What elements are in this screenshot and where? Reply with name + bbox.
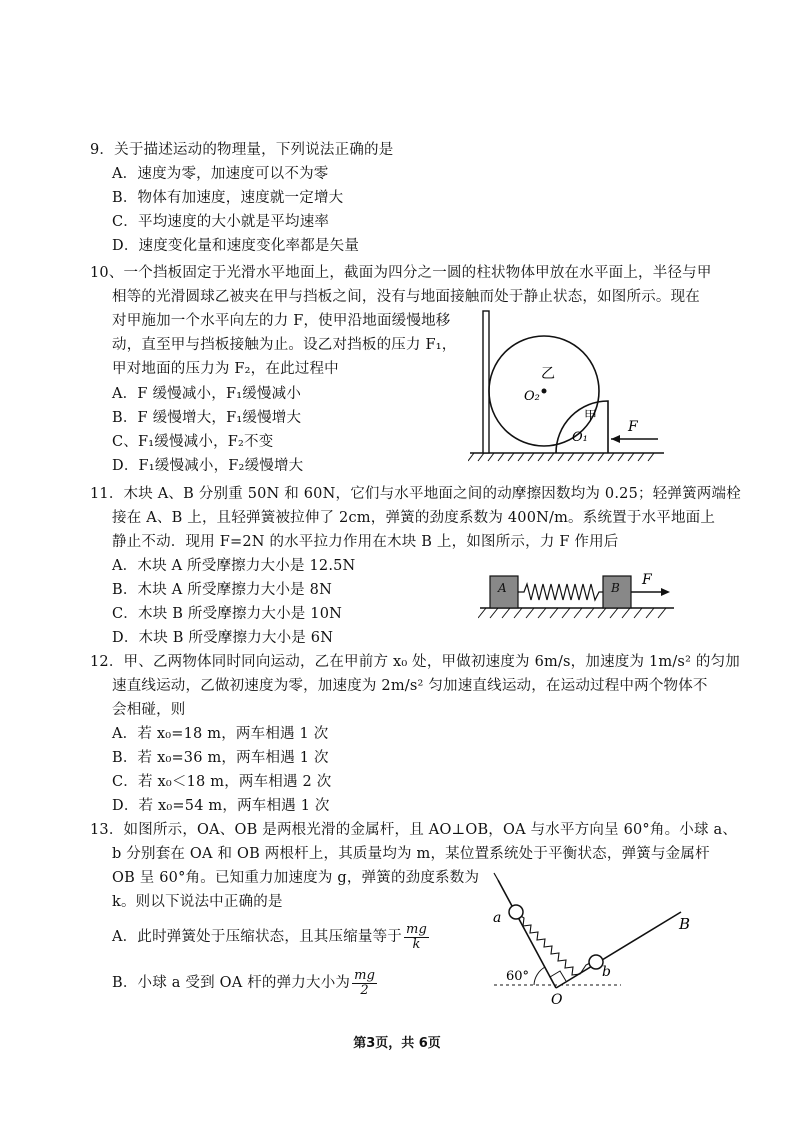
fraction-denominator: 2	[360, 982, 369, 998]
q13-option-a-text: A．此时弹簧处于压缩状态，且其压缩量等于	[112, 929, 402, 945]
q12-stem-line-2: 速直线运动，乙做初速度为零，加速度为 2m/s² 匀加速直线运动，在运动过程中两个物体不	[112, 678, 708, 694]
q12-option-d: D．若 x₀=54 m，两车相遇 1 次	[112, 798, 330, 814]
q10-figure	[468, 305, 668, 463]
q13-option-b-fraction	[352, 969, 377, 998]
q13-option-b-text: B．小球 a 受到 OA 杆的弹力大小为	[112, 975, 351, 991]
q10-option-d: D．F₁缓慢减小，F₂缓慢增大	[112, 458, 304, 474]
q9-option-b: B．物体有加速度，速度就一定增大	[112, 190, 344, 206]
angle-label: 60°	[506, 969, 530, 984]
q12-option-a: A．若 x₀=18 m，两车相遇 1 次	[112, 726, 329, 742]
q9-option-d: D．速度变化量和速度变化率都是矢量	[112, 238, 360, 254]
spring-ab	[518, 914, 592, 975]
q10-stem-line-4: 动，直至甲与挡板接触为止。设乙对挡板的压力 F₁，	[112, 337, 457, 353]
block-a-label: A	[498, 581, 507, 595]
q12-option-b: B．若 x₀=36 m，两车相遇 1 次	[112, 750, 329, 766]
q10-option-b: B．F 缓慢增大，F₁缓慢增大	[112, 410, 302, 426]
q13-stem-line-3: OB 呈 60°角。已知重力加速度为 g，弹簧的劲度系数为	[112, 870, 480, 886]
q10-stem-line-1: 10、一个挡板固定于光滑水平地面上，截面为四分之一圆的柱状物体甲放在水平面上，半径与甲	[90, 265, 712, 281]
q9-option-c: C．平均速度的大小就是平均速率	[112, 214, 330, 230]
q12-option-c: C．若 x₀＜18 m，两车相遇 2 次	[112, 774, 332, 790]
q11-option-c: C．木块 B 所受摩擦力大小是 10N	[112, 606, 343, 622]
q11-option-d: D．木块 B 所受摩擦力大小是 6N	[112, 630, 334, 646]
page-footer: 第3页，共 6页	[353, 1036, 441, 1051]
ball-label: 乙	[541, 366, 555, 382]
q11-stem-line-3: 静止不动．现用 F=2N 的水平拉力作用在木块 B 上，如图所示，力 F 作用后	[112, 534, 619, 550]
ball-b	[589, 955, 603, 969]
block-b-label: B	[611, 581, 620, 595]
ball-b-label: b	[602, 964, 611, 980]
q13-stem-line-4: k。则以下说法中正确的是	[112, 894, 283, 910]
block-jia	[556, 401, 608, 453]
point-o-label: O	[551, 992, 563, 1008]
q9-stem: 9．关于描述运动的物理量，下列说法正确的是	[90, 142, 394, 158]
q13-stem-line-1: 13．如图所示，OA、OB 是两根光滑的金属杆，且 AO⊥OB，OA 与水平方向呈 60°角。小球 a、	[90, 822, 738, 838]
q9-option-a: A．速度为零，加速度可以不为零	[112, 166, 329, 182]
force-f-label: F	[642, 572, 652, 588]
q11-figure	[478, 566, 678, 624]
q13-figure	[476, 870, 706, 1010]
ball-a	[509, 905, 523, 919]
force-label: F	[628, 419, 638, 435]
q10-stem-line-3: 对甲施加一个水平向左的力 F，使甲沿地面缓慢地移	[112, 313, 451, 329]
ball-a-label: a	[493, 910, 502, 926]
fraction-numerator: mg	[405, 921, 428, 937]
spring	[518, 584, 603, 600]
q13-option-a	[112, 922, 429, 952]
q10-stem-line-2: 相等的光滑圆球乙被夹在甲与挡板之间，没有与地面接触而处于静止状态，如图所示。现在	[112, 289, 700, 305]
q10-stem-line-5: 甲对地面的压力为 F₂，在此过程中	[112, 361, 339, 377]
q13-option-b	[112, 968, 377, 998]
fraction-numerator: mg	[354, 967, 376, 983]
q11-option-a: A．木块 A 所受摩擦力大小是 12.5N	[112, 558, 356, 574]
q13-stem-line-2: b 分别套在 OA 和 OB 两根杆上，其质量均为 m，某位置系统处于平衡状态，弹簧与金属杆	[112, 846, 710, 862]
point-b-label: B	[679, 915, 691, 933]
q10-option-a: A．F 缓慢减小，F₁缓慢减小	[112, 386, 302, 402]
q11-stem-line-1: 11．木块 A、B 分别重 50N 和 60N，它们与水平地面之间的动摩擦因数均为 0.25；轻弹簧两端栓	[90, 486, 741, 502]
q12-stem-line-3: 会相碰，则	[112, 702, 186, 718]
rod-ob	[556, 912, 681, 988]
q12-stem-line-1: 12．甲、乙两物体同时同向运动，乙在甲前方 x₀ 处，甲做初速度为 6m/s，加速度为 1m/s² 的匀加	[90, 654, 740, 670]
q11-option-b: B．木块 A 所受摩擦力大小是 8N	[112, 582, 332, 598]
block-center-label: O₁	[572, 430, 588, 445]
q11-stem-line-2: 接在 A、B 上，且轻弹簧被拉伸了 2cm，弹簧的劲度系数为 400N/m。系统置于水平地面上	[112, 510, 716, 526]
fraction-denominator: k	[412, 936, 421, 952]
block-label: 甲	[584, 409, 598, 424]
ball-center-label: O₂	[524, 389, 540, 404]
q10-option-c: C、F₁缓慢减小，F₂不变	[112, 434, 274, 450]
q13-option-a-fraction	[404, 923, 429, 952]
